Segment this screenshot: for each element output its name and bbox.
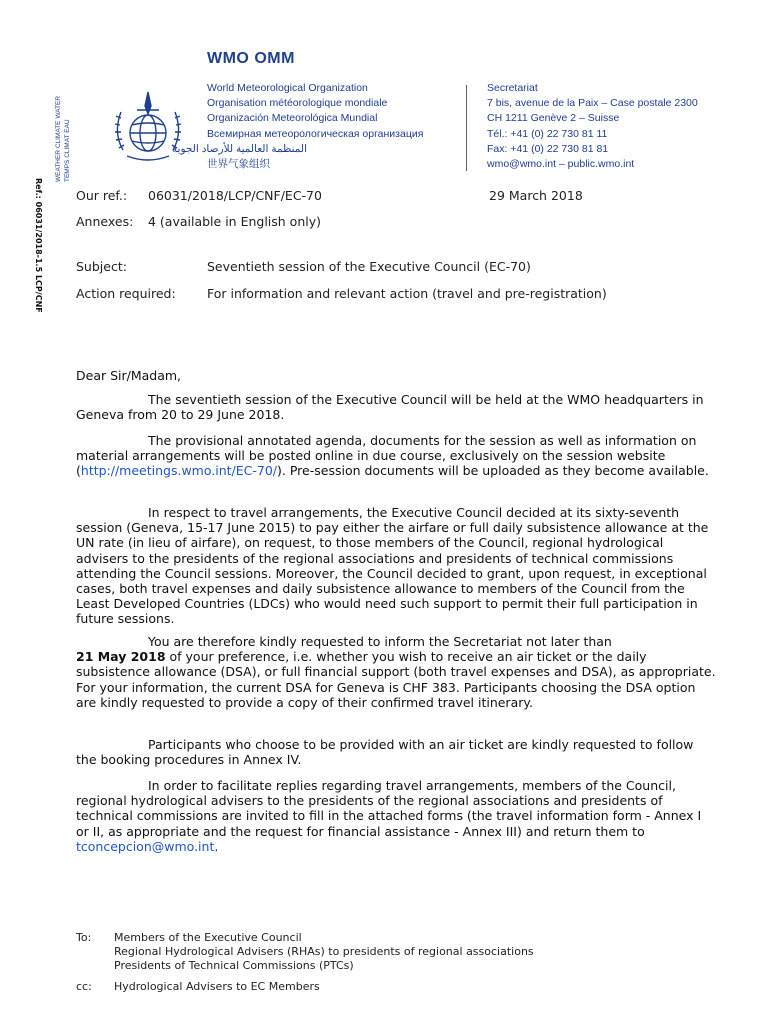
paragraph-5 xyxy=(76,737,716,767)
annexes-value: 4 (available in English only) xyxy=(148,214,321,229)
subject-value: Seventieth session of the Executive Council (EC-70) xyxy=(207,259,531,274)
secretariat-phone: Tél.: +41 (0) 22 730 81 11 xyxy=(487,127,608,140)
salutation: Dear Sir/Madam, xyxy=(76,368,182,383)
subject-label: Subject: xyxy=(76,259,127,274)
paragraph-6 xyxy=(76,778,716,854)
wmo-emblem-icon xyxy=(107,88,189,170)
contact-email-link[interactable]: tconcepcion@wmo.int xyxy=(76,838,215,854)
action-required-label: Action required: xyxy=(76,286,176,301)
paragraph-6-text-a: In order to facilitate replies regarding travel arrangements, members of the Council, regional hydrological advisers to the presidents of the regional associations and presidents of technical commissions are invited to fill in the attached forms (the travel information form - Annex I or II, as appropriate and the request for financial assistance - Annex III) and return them to xyxy=(76,778,702,839)
to-line-3: Presidents of Technical Commissions (PTCs) xyxy=(114,959,354,973)
annexes-label: Annexes: xyxy=(76,214,134,229)
paragraph-2-text-a: The provisional annotated agenda, documents for the session as well as information on material arrangements will be posted online in due course, exclusively on the session website ( xyxy=(76,433,697,479)
paragraph-6-text-b: . xyxy=(214,838,219,854)
slogan-line-1: WEATHER CLIMATE WATER xyxy=(55,95,62,182)
org-name-zh: 世界气象组织 xyxy=(207,158,270,171)
cc-label: cc: xyxy=(76,979,92,993)
slogan-vertical xyxy=(54,96,72,182)
paragraph-4 xyxy=(76,634,716,710)
session-website-link[interactable]: http://meetings.wmo.int/EC-70/ xyxy=(80,463,278,479)
organization-names xyxy=(171,81,424,172)
secretariat-address xyxy=(487,81,698,172)
letter-date: 29 March 2018 xyxy=(489,188,583,203)
secretariat-email: wmo@wmo.int – public.wmo.int xyxy=(487,158,635,171)
paragraph-3-text: In respect to travel arrangements, the Executive Council decided at its sixty-seventh session (Geneva, 15-17 June 2015) to pay either the airfare or full daily subsistence allowance at the UN rate (in lieu of airfare), on request, to those members of the Council, regional hydrological advisers to the presidents of the regional associations and presidents of technical commissions attending the Council sessions. Moreover, the Council decided to grant, upon request, in exceptional cases, both travel expenses and daily subsistence allowance to members of the Council from the Least Developed Countries (LDCs) who would need such support to permit their full participation in future sessions. xyxy=(76,505,709,627)
org-name-en: World Meteorological Organization xyxy=(207,82,368,94)
org-name-ru: Всемирная метеорологическая организация xyxy=(207,127,424,140)
org-name-ar: المنظمة العالمية للأرصاد الجوية xyxy=(171,142,307,155)
secretariat-city: CH 1211 Genève 2 – Suisse xyxy=(487,112,620,125)
slogan-line-2: TEMPS CLIMAT EAU xyxy=(64,119,71,182)
org-name-es: Organización Meteorológica Mundial xyxy=(207,112,378,125)
side-reference: Ref.: 06031/2018-1.5 LCP/CNF xyxy=(34,178,43,313)
secretariat-title: Secretariat xyxy=(487,82,538,94)
paragraph-1-text: The seventieth session of the Executive Council will be held at the WMO headquarters in Geneva from 20 to 29 June 2018. xyxy=(76,392,704,423)
cc-line-1: Hydrological Advisers to EC Members xyxy=(114,979,320,993)
paragraph-4-text-a: You are therefore kindly requested to inform the Secretariat not later than xyxy=(148,634,612,649)
to-label: To: xyxy=(76,931,92,944)
paragraph-3 xyxy=(76,505,716,627)
our-ref-value: 06031/2018/LCP/CNF/EC-70 xyxy=(148,188,322,203)
paragraph-5-text: Participants who choose to be provided with an air ticket are kindly requested to follow the booking procedures in Annex IV. xyxy=(76,737,694,768)
to-line-1: Members of the Executive Council xyxy=(114,931,302,944)
distribution-list xyxy=(76,931,534,994)
paragraph-4-text-b: of your preference, i.e. whether you wish to receive an air ticket or the daily subsistence allowance (DSA), or full financial support (both travel expenses and DSA), as appropriate. For your information, the current DSA for Geneva is CHF 383. Participants choosing the DSA option are kindly requested to provide a copy of their confirmed travel itinerary. xyxy=(76,649,716,710)
paragraph-1 xyxy=(76,392,716,422)
header-divider xyxy=(466,85,467,171)
org-name-fr: Organisation météorologique mondiale xyxy=(207,97,388,110)
secretariat-fax: Fax: +41 (0) 22 730 81 81 xyxy=(487,142,609,155)
paragraph-2 xyxy=(76,433,716,479)
brand-title: WMO OMM xyxy=(207,50,295,67)
to-line-2: Regional Hydrological Advisers (RHAs) to presidents of regional associations xyxy=(114,945,534,959)
paragraph-2-text-b: ). Pre-session documents will be uploaded as they become available. xyxy=(277,463,709,479)
secretariat-street: 7 bis, avenue de la Paix – Case postale 2300 xyxy=(487,97,698,110)
action-required-value: For information and relevant action (travel and pre-registration) xyxy=(207,286,607,301)
our-ref-label: Our ref.: xyxy=(76,188,128,203)
deadline-date: 21 May 2018 xyxy=(76,649,166,665)
